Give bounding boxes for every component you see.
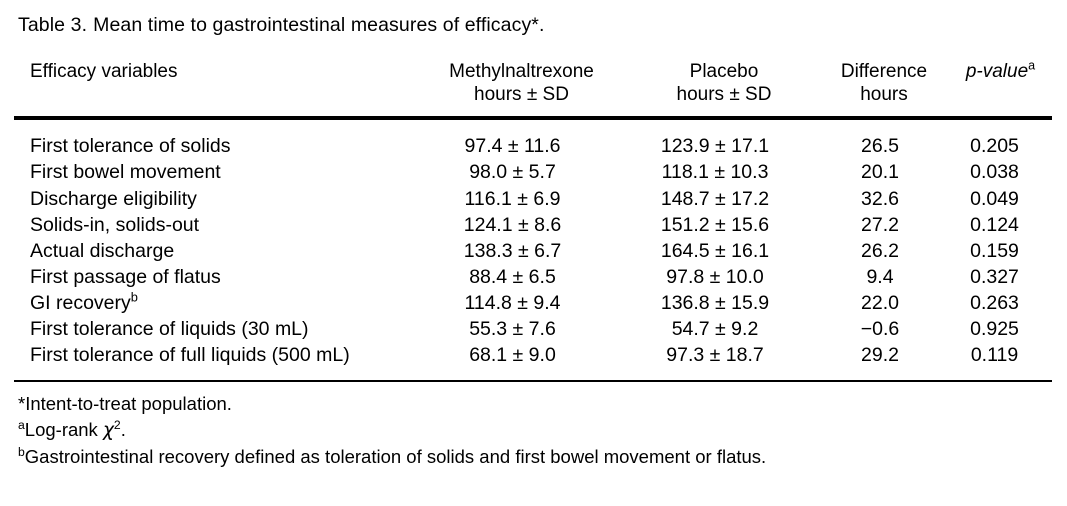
column-header-p-value [949,51,1052,117]
cell-placebo: 123.9 ± 17.1 [660,135,770,158]
cell-methylnaltrexone: 124.1 ± 8.6 [463,213,562,236]
cell-methylnaltrexone: 114.8 ± 9.4 [464,292,561,315]
cell-placebo: 136.8 ± 15.9 [660,292,770,315]
header-line-1: Efficacy variables [30,61,178,82]
cell-variable: First tolerance of solids [30,135,231,158]
header-line-1: Difference [840,61,928,82]
cell-p-value: 0.159 [970,239,1019,262]
footnote-a [18,417,1053,444]
cell-methylnaltrexone: 88.4 ± 6.5 [469,265,556,288]
table-row [14,238,1052,264]
cell-placebo: 118.1 ± 10.3 [661,161,769,184]
header-line-1: Methylnaltrexone [449,61,594,82]
cell-variable: Actual discharge [30,239,175,262]
cell-p-value: 0.119 [970,344,1019,367]
table-row [14,290,1052,316]
efficacy-table [14,51,1052,382]
cell-methylnaltrexone: 98.0 ± 5.7 [469,161,556,184]
header-line-2: hours [860,84,908,106]
cell-difference: 27.2 [861,213,899,236]
table-row [14,186,1052,212]
cell-placebo: 148.7 ± 17.2 [660,187,770,210]
cell-difference: 20.1 [861,161,899,184]
cell-difference: 29.2 [861,344,899,367]
cell-variable: Solids-in, solids-out [30,213,200,236]
footnote-asterisk: *Intent-to-treat population. [18,393,232,415]
cell-methylnaltrexone: 116.1 ± 6.9 [464,187,561,210]
cell-p-value: 0.263 [970,292,1019,315]
cell-p-value: 0.925 [970,318,1019,341]
cell-placebo: 97.3 ± 18.7 [666,344,764,367]
cell-variable: First tolerance of full liquids (500 mL) [30,344,350,367]
cell-methylnaltrexone: 138.3 ± 6.7 [463,239,562,262]
cell-variable: First tolerance of liquids (30 mL) [30,318,309,341]
cell-variable [14,290,414,316]
table-footnotes [14,382,1053,469]
cell-difference: 26.2 [861,239,899,262]
header-line-1: Placebo [689,61,759,82]
cell-p-value: 0.038 [970,161,1019,184]
header-line-2: hours ± SD [676,84,772,106]
caption-text: Mean time to gastrointestinal measures of efficacy*. [93,14,545,36]
cell-variable-text: GI recovery [30,292,131,315]
cell-placebo: 54.7 ± 9.2 [671,318,759,341]
table-row [14,120,1052,159]
cell-p-value: 0.327 [970,265,1019,288]
caption-label: Table 3. [18,14,88,36]
cell-difference: 22.0 [861,292,899,315]
cell-variable-superscript: b [130,289,138,305]
table-caption [14,14,1053,51]
cell-variable: First bowel movement [30,161,221,184]
cell-placebo: 151.2 ± 15.6 [660,213,770,236]
column-header-efficacy-variables [14,51,414,117]
table-header [14,51,1052,117]
footnote-a-exponent: 2 [113,417,121,432]
footnote-b [18,444,1053,470]
cell-variable: First passage of flatus [30,265,221,288]
header-p-value-text: p-value [965,61,1029,82]
cell-difference: −0.6 [860,318,900,341]
column-header-methylnaltrexone [414,51,629,117]
cell-difference: 32.6 [861,187,899,210]
table-row [14,212,1052,238]
cell-placebo: 97.8 ± 10.0 [666,265,764,288]
header-line-2: hours ± SD [474,84,569,106]
column-header-difference [819,51,949,117]
header-p-value-superscript: a [1028,58,1036,73]
chi-symbol: χ [102,419,114,441]
table-row [14,159,1052,185]
cell-p-value: 0.049 [970,187,1019,210]
table-row [14,342,1052,381]
column-header-placebo [629,51,819,117]
footnote-a-marker: a [18,417,25,432]
footnote-b-marker: b [18,444,25,459]
footnote-a-text: Log-rank [24,418,103,440]
cell-methylnaltrexone: 55.3 ± 7.6 [469,318,556,341]
footnote-a-period: . [120,418,126,440]
header-row [14,51,1052,117]
cell-difference: 9.4 [866,265,894,288]
cell-difference: 26.5 [861,135,899,158]
table-row [14,264,1052,290]
cell-methylnaltrexone: 68.1 ± 9.0 [469,344,556,367]
table-row [14,316,1052,342]
cell-p-value: 0.124 [970,213,1019,236]
cell-methylnaltrexone: 97.4 ± 11.6 [464,135,561,158]
footnote-b-text: Gastrointestinal recovery defined as toleration of solids and first bowel movement or flatus. [24,445,767,467]
cell-p-value: 0.205 [970,135,1019,158]
header-line-1 [949,60,1052,83]
table-body [14,120,1052,381]
cell-variable: Discharge eligibility [30,187,197,210]
cell-placebo: 164.5 ± 16.1 [660,239,770,262]
